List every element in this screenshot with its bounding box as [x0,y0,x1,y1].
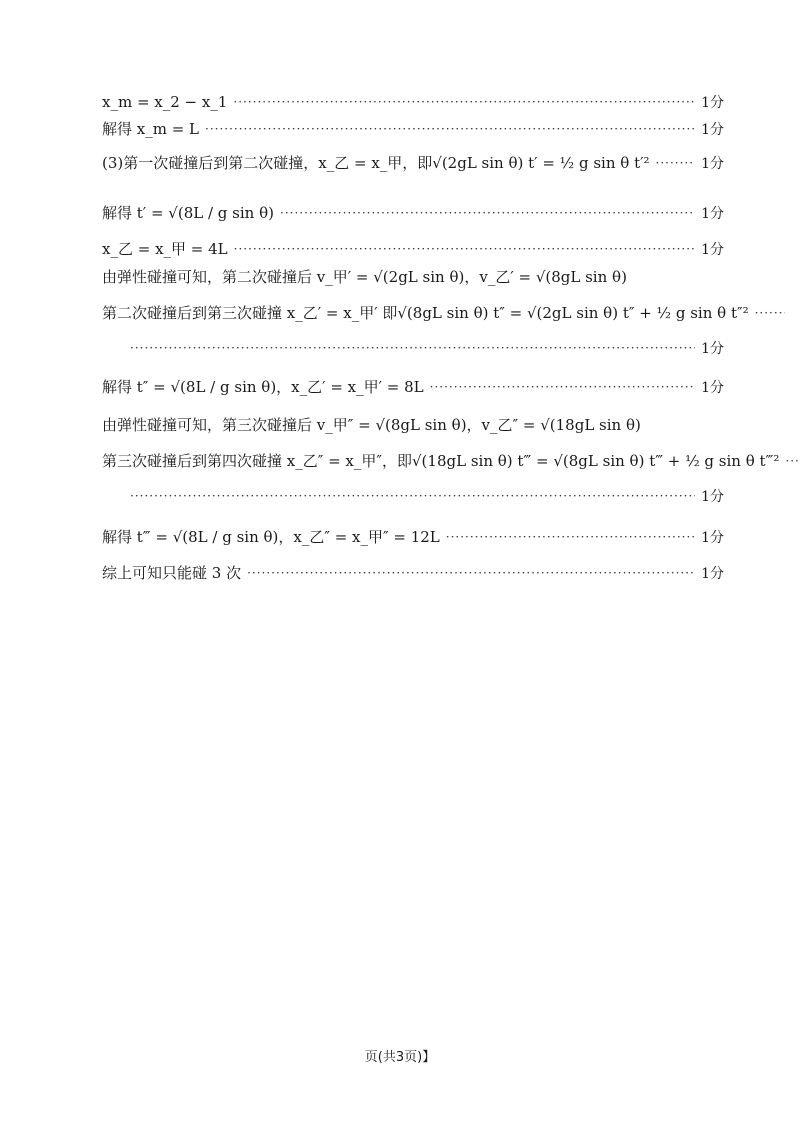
solution-line-1 [102,92,724,112]
leader-dots [430,381,695,393]
equation: 综上可知只能碰 3 次 [102,564,242,582]
score-label: 1分 [701,241,724,258]
solution-line-2 [102,118,724,139]
solution-line-10-cont [130,486,724,506]
solution-line-7-cont [130,338,724,358]
equation: 第三次碰撞后到第四次碰撞 x_乙″ = x_甲″，即√(18gL sin θ) t‴ = √(8gL sin θ) t‴ + ½ g sin θ t‴² [102,452,780,470]
score-label: 1分 [701,565,724,582]
leader-dots [130,342,695,354]
equation: x_m = x_2 − x_1 [102,93,228,111]
leader-dots [130,490,695,502]
leader-dots [446,531,695,543]
solution-line-3 [102,152,724,173]
equation: x_乙 = x_甲 = 4L [102,240,228,258]
solution-line-7 [102,302,749,323]
leader-dots [247,567,695,579]
leader-dots [656,157,696,169]
solution-line-11 [102,526,724,547]
equation: 解得 t′ = √(8L / g sin θ) [102,204,274,222]
solution-line-12 [102,562,724,583]
equation: 解得 x_m = L [102,120,200,138]
equation: 由弹性碰撞可知，第二次碰撞后 v_甲′ = √(2gL sin θ)，v_乙′ = √(8gL sin θ) [102,268,627,286]
solution-line-8 [102,376,724,397]
solution-line-6 [102,266,724,287]
leader-dots [755,307,785,319]
page-footer: 页(共3页)】 [364,1050,436,1065]
score-label: 1分 [701,489,724,505]
solution-line-4 [102,202,724,223]
leader-dots [785,455,800,467]
leader-dots [234,243,695,255]
equation: 解得 t‴ = √(8L / g sin θ)，x_乙″ = x_甲″ = 12L [102,528,440,546]
solution-line-5 [102,238,724,259]
equation: 解得 t″ = √(8L / g sin θ)，x_乙′ = x_甲′ = 8L [102,378,424,396]
score-label: 1分 [701,121,724,138]
solution-line-10 [102,450,780,471]
score-label: 1分 [701,379,724,396]
score-label: 1分 [701,95,724,111]
equation: (3)第一次碰撞后到第二次碰撞，x_乙 = x_甲，即√(2gL sin θ) t′ = ½ g sin θ t′² [102,154,650,172]
leader-dots [233,96,695,108]
solution-line-9 [102,414,724,435]
equation: 由弹性碰撞可知，第三次碰撞后 v_甲″ = √(8gL sin θ)，v_乙″ = √(18gL sin θ) [102,416,641,434]
score-label: 1分 [701,205,724,222]
leader-dots [280,207,695,219]
leader-dots [205,123,695,135]
score-label: 1分 [701,341,724,357]
score-label: 1分 [701,529,724,546]
equation: 第二次碰撞后到第三次碰撞 x_乙′ = x_甲′ 即√(8gL sin θ) t″ = √(2gL sin θ) t″ + ½ g sin θ t″² [102,304,749,322]
score-label: 1分 [701,155,724,172]
